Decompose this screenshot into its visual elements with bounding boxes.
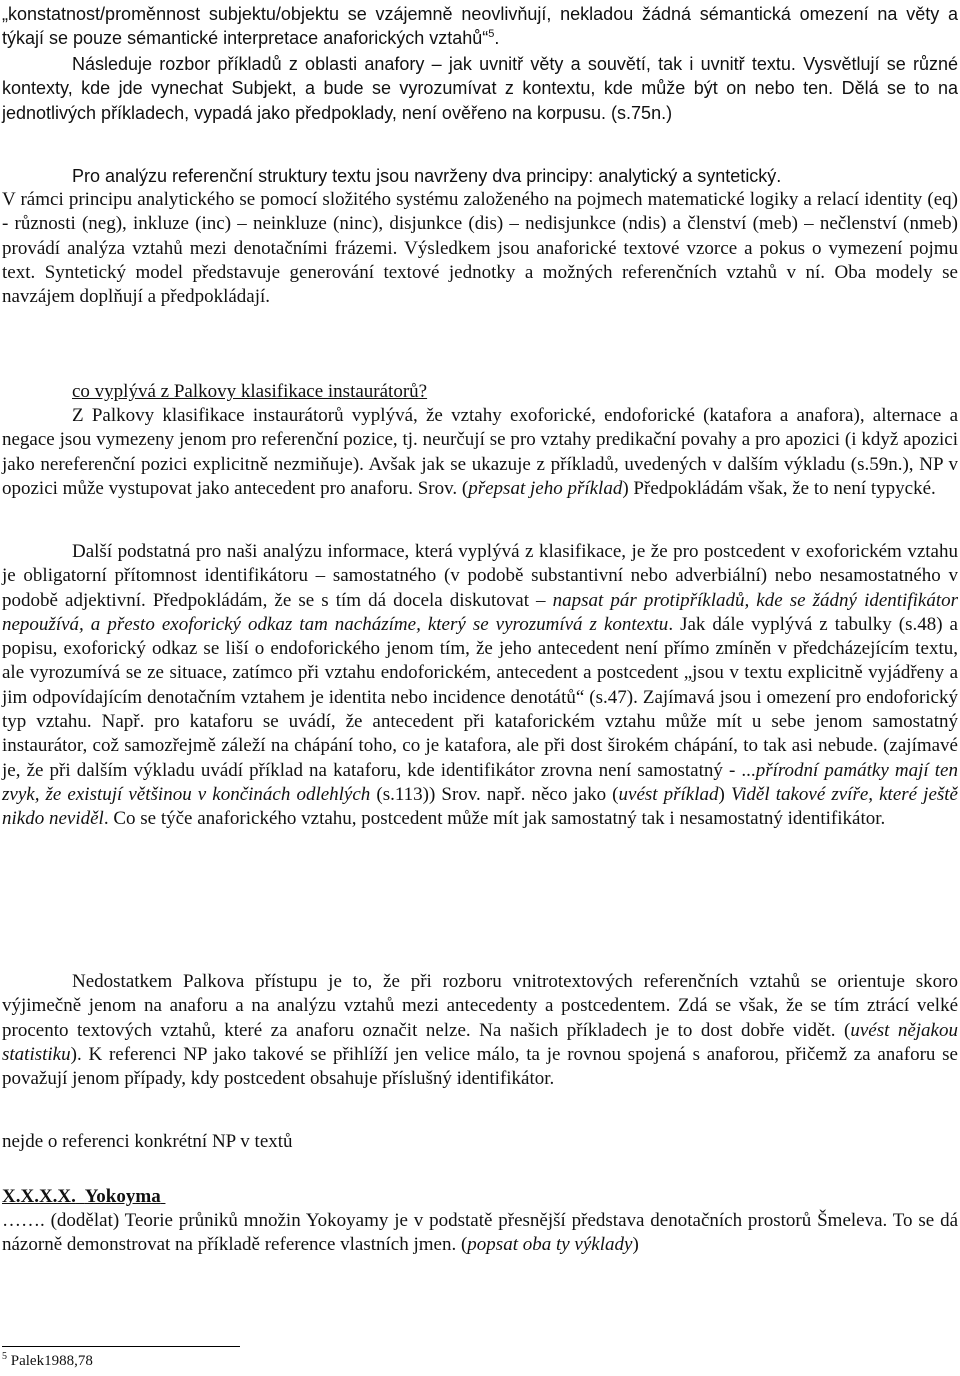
italic-note: uvést nějakou statistiku	[2, 1019, 958, 1065]
quote-text: „konstatnost/proměnnost subjektu/objektu se vzájemně neovlivňují, nekladou žádná sémantická omezení na věty a týkají se pouze sémantické interpretace anaforických vztahů“	[2, 4, 958, 49]
italic-example: přírodní památky mají ten zvyk, že existují většinou v končinách odlehlých	[2, 759, 958, 805]
footnote	[2, 1352, 93, 1370]
footnote-ref[interactable]: 5	[488, 28, 495, 41]
paragraph-principles-intro: Pro analýzu referenční struktury textu jsou navrženy dva principy: analytický a syntetický.	[72, 166, 782, 186]
paragraph-quote	[2, 2, 958, 51]
paragraph-yokoyama: ……. (dodělat) Teorie průniků množin Yokoyamy je v podstatě přesnější představa denotačních prostorů Šmeleva. To se dá názorně demonstrovat na příkladě reference vlastních jmen. (popsat oba ty výklady)	[2, 1210, 958, 1256]
question-text: co vyplývá z Palkovy klasifikace instaurátorů?	[72, 381, 428, 402]
section-heading-underline	[2, 1186, 165, 1207]
paragraph-analytic-principle: V rámci principu analytického se pomocí složitého systému založeného na pojmech matematické logiky a relací identity (eq) - různosti (neg), inkluze (inc) – neinkluze (ninc), disjunkce (dis) – nedisjunkce (ndis) a členství (meb) – nečlenství (nmeb) provádí analýza vztahů mezi denotačními frázemi. Výsledkem jsou anaforické textové vzorce a pokus o vymezení pojmu text. Syntetický model představuje generování textové jednotky a možných referenčních vztahů v ní. Oba modely se navzájem doplňují a předpokládají.	[2, 189, 958, 308]
paragraph-shortcoming: Nedostatkem Palkova přístupu je to, že při rozboru vnitrotextových referenčních vztahů se orientuje skoro výjimečně jenom na anaforu a na analýzu vztahů mezi antecedenty a postcedentem. Zdá se však, že se tím ztrácí velké procento textových vztahů, které za anaforu označit nelze. Na našich příkladech je to dost dobře vidět. (uvést nějakou statistiku). K referenci NP jako takové se přihlíží jen velice málo, ta je rovnou spojená s anaforou, přičemž za anaforu se považují jenom případy, kdy postcedent obsahuje příslušný identifikátor.	[2, 971, 958, 1090]
footnote-separator	[2, 1346, 240, 1347]
quote-end: .	[494, 28, 500, 49]
italic-note: popsat oba ty výklady	[467, 1234, 633, 1256]
section-title: Yokoyma	[84, 1186, 161, 1207]
section-number: X.X.X.X.	[2, 1186, 76, 1207]
section-heading	[2, 1185, 958, 1209]
question-heading	[2, 380, 958, 404]
italic-note: uvést příklad	[618, 783, 719, 805]
footnote-number: 5	[2, 1351, 7, 1362]
paragraph-anaphora-analysis: Následuje rozbor příkladů z oblasti anafory – jak uvnitř věty a souvětí, tak i uvnitř textu. Vysvětlují se různé kontexty, kde jde vynechat Subjekt, a bude se vyrozumívat z kontextu, kde může být on nebo ten. Dělá se to na jednotlivých příkladech, vypadá jako předpoklady, není ověřeno na korpusu. (s.75n.)	[2, 54, 958, 123]
italic-note: přepsat jeho příklad	[468, 477, 623, 499]
italic-example: Viděl takové zvíře, které ještě nikdo neviděl	[2, 783, 958, 830]
paragraph-exophoric: Další podstatná pro naši analýzu informace, která vyplývá z klasifikace, je že pro postcedent v exoforickém vztahu je obligatorní přítomnost identifikátoru – samostatného (v podobě substantivní nebo adverbiální) nebo nesamostatného v podobě adjektivní. Předpokládám, že se s tím dá docela diskutovat – napsat pár protipříkladů, kde se žádný identifikátor nepoužívá, a přesto exoforický odkaz tam nacházíme, který se vyrozumívá z kontextu. Jak dále vyplývá z tabulky (s.48) a popisu, exoforický odkaz se liší o endoforického jenom tím, že jeho antecedent není přímo zmíněn v předcházejícím textu, ale vyrozumívá se ze situace, zatímco při vztahu endoforickém, antecedent a postcedent „jsou v textu explicitně vyjádřeny a jim odpovídajícím denotačním vztahem je identita nebo incidence denotátů“ (s.47). Zajímavá jsou i omezení pro endoforický typ vztahu. Např. pro kataforu se uvádí, že antecedent při kataforickém vztahu může mít u sebe jenom samostatný instaurátor, což samozřejmě záleží na chápání toho, co je katafora, ale při dost širokém chápání, to tak asi nebude. (zajímavé je, že při dalším výkladu uvádí příklad na kataforu, kde identifikátor zrovna není samostatný - ...přírodní památky mají ten zvyk, že existují většinou v končinách odlehlých (s.113)) Srov. např. něco jako (uvést příklad) Viděl takové zvíře, které ještě nikdo neviděl. Co se týče anaforického vztahu, postcedent může mít jak samostatný tak i nesamostatný identifikátor.	[2, 541, 958, 830]
footnote-text: Palek1988,78	[10, 1353, 93, 1369]
note-line: nejde o referenci konkrétní NP v textů	[2, 1131, 293, 1152]
italic-note: napsat pár protipříkladů, kde se žádný identifikátor nepoužívá, a přesto exoforický odkaz tam nacházíme, který se vyrozumívá z kontextu	[2, 589, 958, 635]
paragraph-palek-classification: Z Palkovy klasifikace instaurátorů vyplývá, že vztahy exoforické, endoforické (katafora a anafora), alternace a negace jsou vymezeny jenom pro referenční pozice, tj. neurčují se pro vztahy predikační povahy a pro apozici (i když apozici jako nereferenční pozici explicitně nezmiňuje). Avšak jak se ukazuje z příkladů, uvedených v dalším výkladu (s.59n.), NP v opozici může vystupovat jako antecedent pro anaforu. Srov. (přepsat jeho příklad) Předpokládám však, že to není typycké.	[2, 405, 958, 499]
